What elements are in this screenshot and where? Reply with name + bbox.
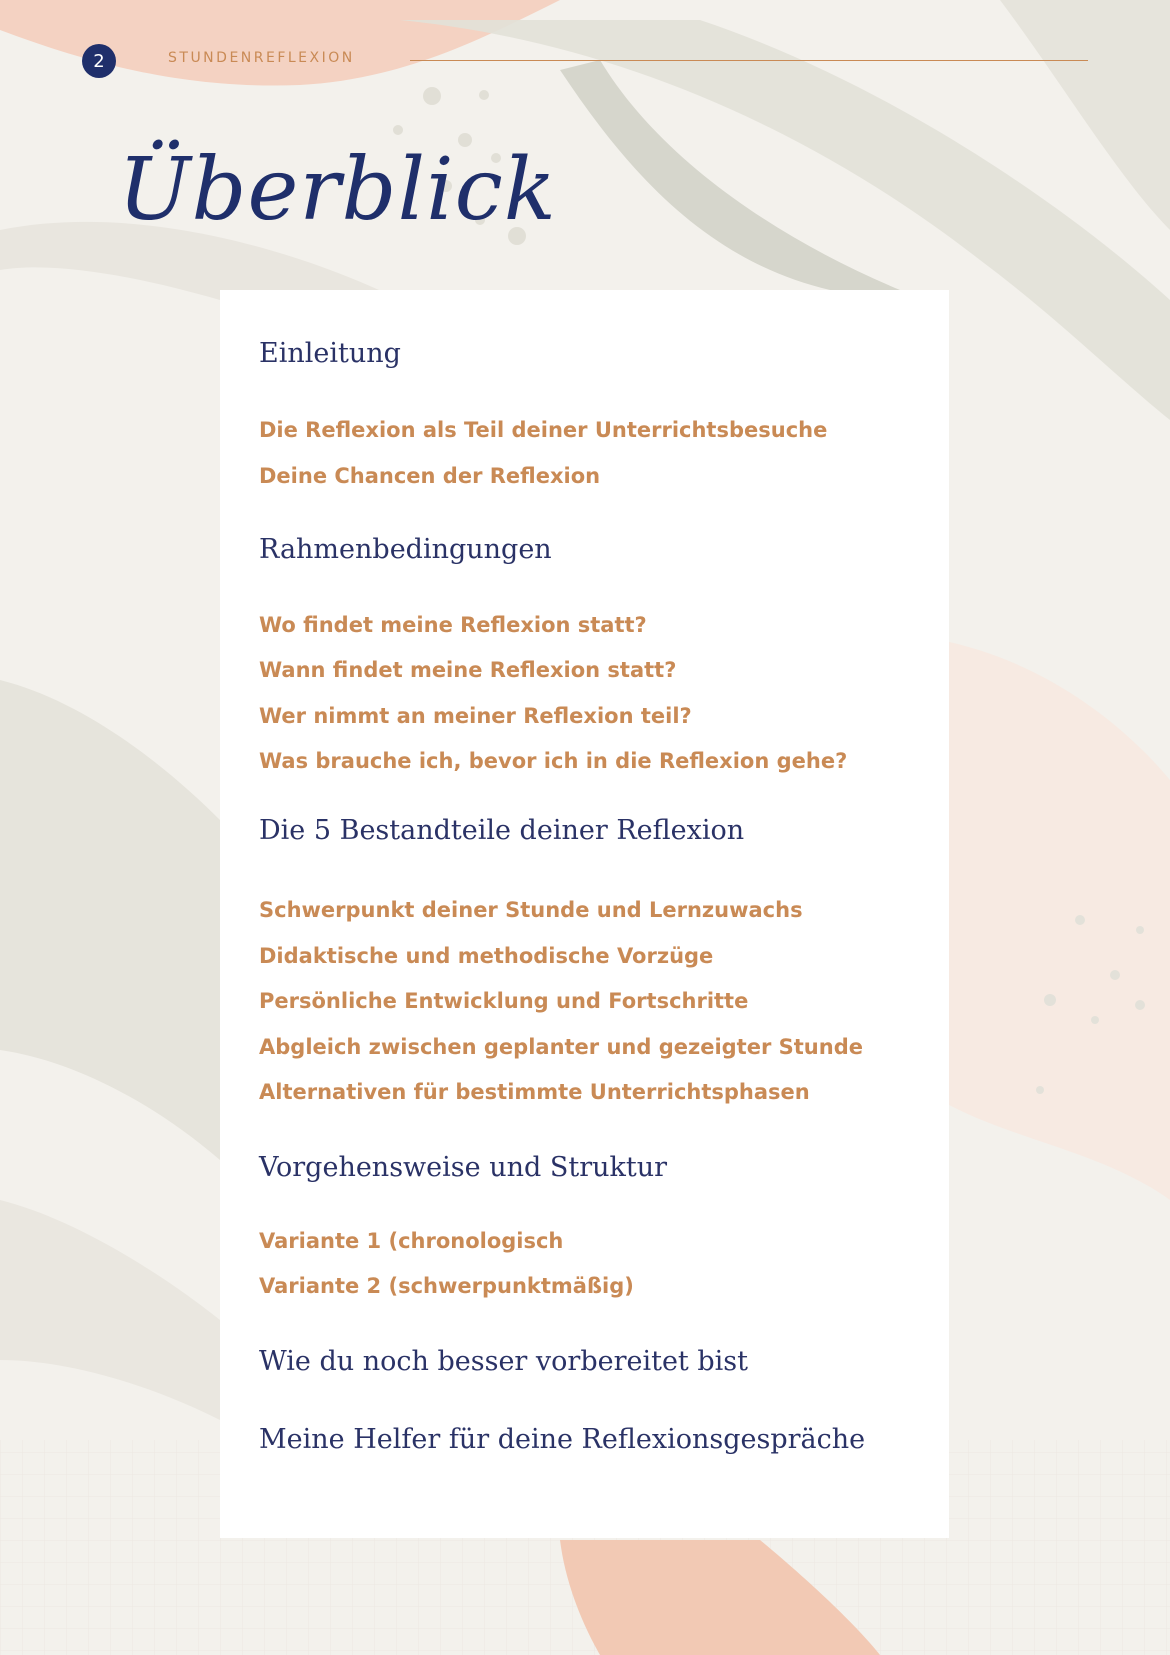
toc-item: Was brauche ich, bevor ich in die Reflexion gehe? (259, 749, 848, 773)
toc-heading-vorgehensweise: Vorgehensweise und Struktur (259, 1152, 667, 1183)
toc-item: Didaktische und methodische Vorzüge (259, 944, 714, 968)
toc-item: Wo findet meine Reflexion statt? (259, 613, 647, 637)
page-number-badge: 2 (82, 44, 116, 78)
toc-item: Schwerpunkt deiner Stunde und Lernzuwachs (259, 898, 803, 922)
header-divider (410, 60, 1088, 61)
section-label: STUNDENREFLEXION (168, 50, 355, 66)
toc-item: Variante 1 (chronologisch (259, 1229, 564, 1253)
page-title: Überblick (118, 140, 557, 240)
toc-heading-bestandteile: Die 5 Bestandteile deiner Reflexion (259, 815, 745, 846)
toc-item: Wann findet meine Reflexion statt? (259, 658, 677, 682)
toc-heading-einleitung: Einleitung (259, 338, 401, 369)
toc-item: Variante 2 (schwerpunktmäßig) (259, 1274, 634, 1298)
toc-heading-rahmenbedingungen: Rahmenbedingungen (259, 534, 552, 565)
toc-item: Deine Chancen der Reflexion (259, 464, 601, 488)
toc-item: Wer nimmt an meiner Reflexion teil? (259, 704, 692, 728)
toc-heading-helfer: Meine Helfer für deine Reflexionsgespräche (259, 1424, 866, 1455)
toc-item: Abgleich zwischen geplanter und gezeigter Stunde (259, 1035, 863, 1059)
toc-item: Persönliche Entwicklung und Fortschritte (259, 989, 749, 1013)
page-header (0, 0, 1170, 120)
toc-item: Die Reflexion als Teil deiner Unterrichtsbesuche (259, 418, 828, 442)
toc-item: Alternativen für bestimmte Unterrichtsphasen (259, 1080, 810, 1104)
toc-heading-vorbereitung: Wie du noch besser vorbereitet bist (259, 1346, 748, 1377)
